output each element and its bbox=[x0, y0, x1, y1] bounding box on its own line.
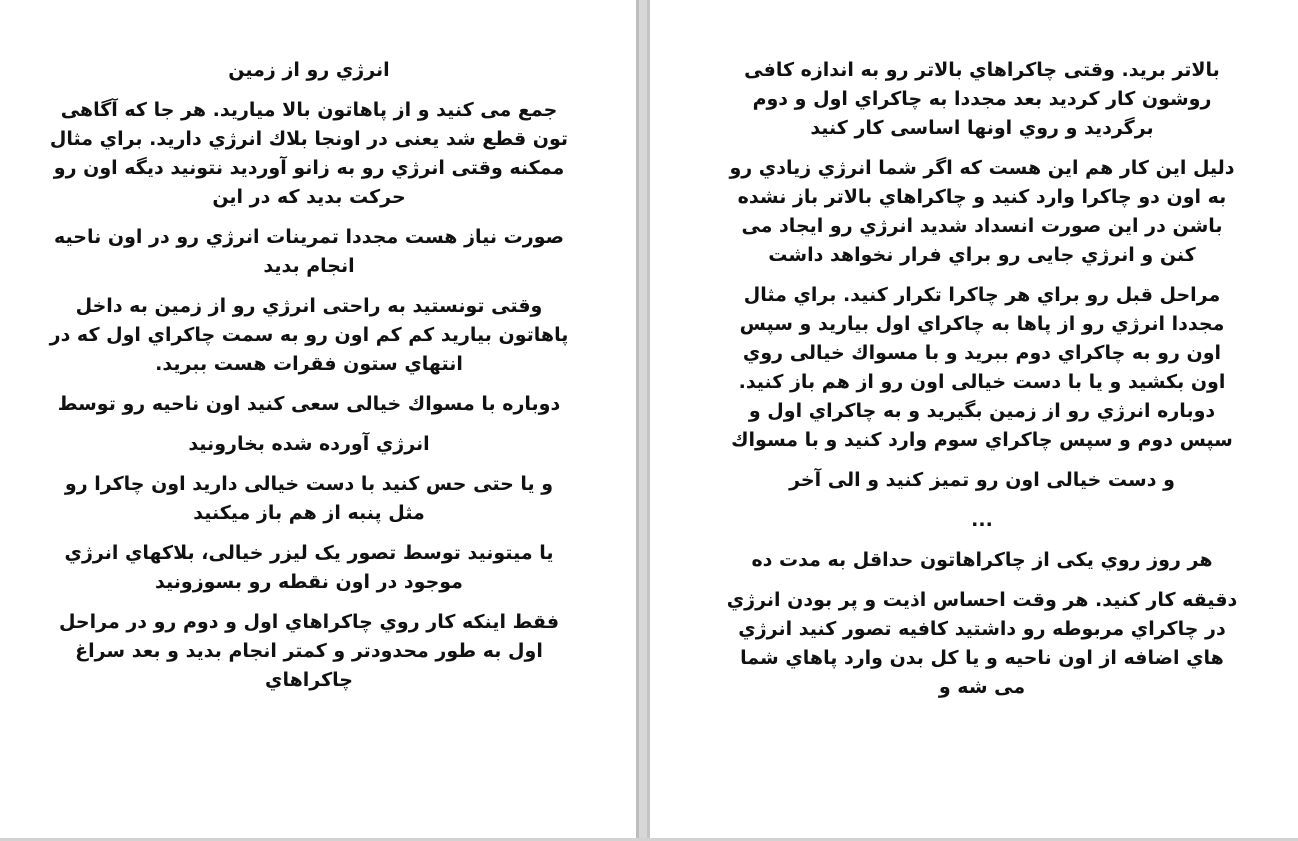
left-paragraph-6: انرژي آورده شده بخارونيد bbox=[188, 433, 430, 455]
right-paragraph-7: دقيقه كار كنيد. هر وقت احساس اذيت و پر بودن انرژي در چاكراي مربوطه رو داشتيد كافيه تصور كنيد انرژي هاي اضافه از اون ناحيه و يا كل بدن وارد پاهاي شما مى شه و bbox=[726, 589, 1238, 698]
right-paragraph-5: ... bbox=[971, 509, 993, 531]
left-paragraph-3: صورت نياز هست مجددا تمرينات انرژي رو در اون ناحيه انجام بديد bbox=[54, 226, 564, 277]
left-page bbox=[0, 0, 636, 838]
right-paragraph-3: مراحل قبل رو براي هر چاكرا تكرار كنيد. براي مثال مجددا انرژي رو از پاها به چاكراي اول بياريد و سپس اون رو به چاكراي دوم ببريد و با مسواك خيالى روي اون بكشيد و يا با دست خيالى اون رو از هم باز كنيد. دوباره انرژي رو از زمين بگيريد و به چاكراي اول و سپس دوم و سپس چاكراي سوم وارد كنيد و با مسواك bbox=[731, 284, 1233, 451]
left-paragraph-5: دوباره با مسواك خيالى سعى كنيد اون ناحيه رو توسط bbox=[57, 393, 561, 415]
right-page bbox=[650, 0, 1298, 838]
left-paragraph-9: فقط اينكه كار روي چاكراهاي اول و دوم رو در مراحل اول به طور محدودتر و كمتر انجام بديد و بعد سراغ چاكراهاي bbox=[58, 611, 560, 691]
left-paragraph-1: انرژي رو از زمين bbox=[228, 59, 390, 81]
right-paragraph-4: و دست خيالى اون رو تميز كنيد و الى آخر bbox=[789, 469, 1175, 491]
right-paragraph-1: بالاتر بريد. وقتى چاكراهاي بالاتر رو به اندازه كافى روشون كار كرديد بعد مجددا به چاكراي اول و دوم برگرديد و روي اونها اساسى كار كنيد bbox=[744, 59, 1220, 139]
left-paragraph-4: وقتى تونستيد به راحتى انرژي رو از زمين به داخل پاهاتون بياريد كم كم اون رو به سمت چاكراي اول كه در انتهاي ستون فقرات هست ببريد. bbox=[49, 295, 569, 375]
right-paragraph-2: دليل اين كار هم اين هست كه اگر شما انرژي زيادي رو به اون دو چاكرا وارد كنيد و چاكراهاي بالاتر باز نشده باشن در اين صورت انسداد شديد انرژي رو ايجاد مى كنن و انرژي جايى رو براي فرار نخواهد داشت bbox=[729, 157, 1235, 266]
page-gutter bbox=[636, 0, 650, 841]
left-page-text bbox=[48, 56, 570, 706]
left-paragraph-2: جمع مى كنيد و از پاهاتون بالا مياريد. هر جا كه آگاهى تون قطع شد يعنى در اونجا بلاك انرژي داريد. براي مثال ممكنه وقتى انرژي رو به زانو آورديد نتونيد ديگه اون رو حركت بديد كه در اين bbox=[49, 99, 569, 208]
right-paragraph-6: هر روز روي يكى از چاكراهاتون حداقل به مدت ده bbox=[751, 549, 1213, 571]
left-paragraph-8: يا ميتونيد توسط تصور يک ليزر خيالى، بلاكهاي انرژي موجود در اون نقطه رو بسوزونيد bbox=[64, 542, 554, 593]
left-paragraph-7: و يا حتى حس كنيد با دست خيالى داريد اون چاكرا رو مثل پنبه از هم باز ميكنيد bbox=[64, 473, 554, 524]
right-page-text bbox=[724, 56, 1240, 713]
